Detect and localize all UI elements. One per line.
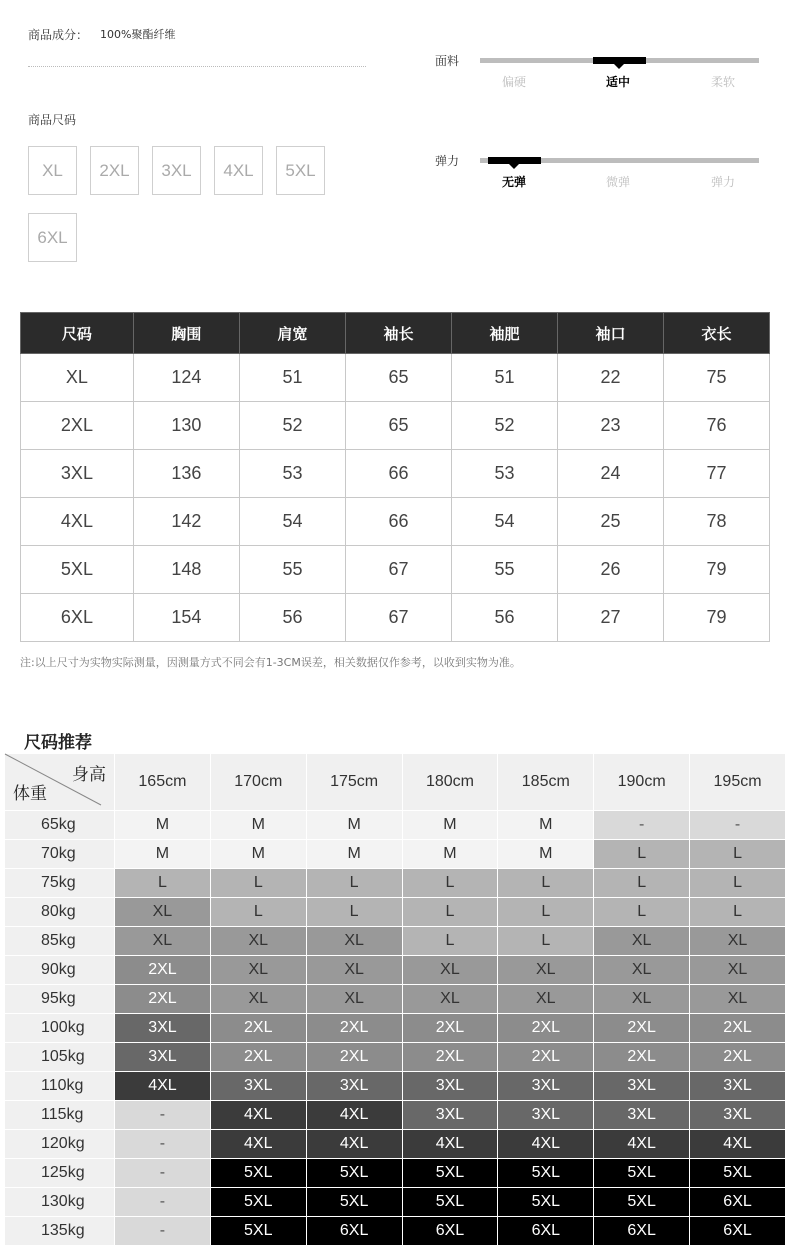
weight-cell: 70kg xyxy=(5,840,115,869)
recommend-size-cell: XL xyxy=(402,985,498,1014)
recommend-size-cell: 3XL xyxy=(210,1072,306,1101)
recommend-size-cell: L xyxy=(594,898,690,927)
recommend-size-cell: 6XL xyxy=(690,1217,786,1246)
height-header: 175cm xyxy=(306,754,402,811)
measurement-cell: 52 xyxy=(451,402,557,450)
recommend-size-cell: L xyxy=(115,869,211,898)
recommend-size-cell: 3XL xyxy=(306,1072,402,1101)
recommend-row xyxy=(5,840,786,869)
recommend-size-cell: M xyxy=(306,811,402,840)
recommend-size-cell: L xyxy=(690,898,786,927)
size-option-2xl[interactable]: 2XL xyxy=(90,146,139,195)
measurement-cell: 54 xyxy=(451,498,557,546)
recommend-size-cell: XL xyxy=(115,927,211,956)
measurement-cell: 66 xyxy=(345,450,451,498)
recommend-row xyxy=(5,1188,786,1217)
recommend-size-cell: 5XL xyxy=(594,1188,690,1217)
recommend-size-cell: 4XL xyxy=(306,1101,402,1130)
height-header: 165cm xyxy=(115,754,211,811)
measurement-cell: 3XL xyxy=(21,450,134,498)
recommend-size-cell: 6XL xyxy=(498,1217,594,1246)
recommend-size-cell: M xyxy=(210,840,306,869)
recommend-size-cell: XL xyxy=(594,985,690,1014)
weight-cell: 110kg xyxy=(5,1072,115,1101)
measurement-cell: 51 xyxy=(239,354,345,402)
fabric-option-soft: 柔软 xyxy=(710,75,735,89)
height-header: 180cm xyxy=(402,754,498,811)
recommend-size-cell: 2XL xyxy=(690,1043,786,1072)
recommend-size-cell: XL xyxy=(210,927,306,956)
recommend-size-cell: 2XL xyxy=(306,1014,402,1043)
recommend-size-cell: M xyxy=(402,811,498,840)
recommend-size-cell: 2XL xyxy=(115,985,211,1014)
recommend-row xyxy=(5,1072,786,1101)
measurement-cell: 27 xyxy=(557,594,663,642)
recommend-size-cell: 5XL xyxy=(594,1159,690,1188)
recommend-size-cell: M xyxy=(498,811,594,840)
fabric-pointer-icon xyxy=(613,63,625,69)
recommend-size-cell: 2XL xyxy=(306,1043,402,1072)
recommend-size-cell: L xyxy=(498,869,594,898)
recommend-size-cell: M xyxy=(402,840,498,869)
recommend-size-cell: 2XL xyxy=(498,1043,594,1072)
recommend-size-cell: 4XL xyxy=(210,1130,306,1159)
measurement-cell: 142 xyxy=(133,498,239,546)
size-section-label: 商品尺码 xyxy=(28,113,77,127)
measurement-cell: 51 xyxy=(451,354,557,402)
size-option-5xl[interactable]: 5XL xyxy=(276,146,325,195)
recommend-row xyxy=(5,1217,786,1246)
weight-cell: 85kg xyxy=(5,927,115,956)
recommend-size-cell: 2XL xyxy=(402,1014,498,1043)
elastic-label: 弹力 xyxy=(435,154,460,168)
recommend-size-cell: L xyxy=(306,869,402,898)
recommend-size-cell: 2XL xyxy=(594,1014,690,1043)
recommend-row xyxy=(5,956,786,985)
recommend-size-cell: L xyxy=(690,869,786,898)
recommend-size-cell: M xyxy=(115,811,211,840)
measurement-row xyxy=(21,450,770,498)
composition-value: 100%聚酯纤维 xyxy=(100,28,176,41)
recommend-size-cell: 5XL xyxy=(402,1159,498,1188)
height-axis-label: 身高 xyxy=(72,765,106,785)
weight-cell: 130kg xyxy=(5,1188,115,1217)
recommend-size-cell: 2XL xyxy=(498,1014,594,1043)
height-header: 190cm xyxy=(594,754,690,811)
measurement-cell: 65 xyxy=(345,354,451,402)
measurement-row xyxy=(21,354,770,402)
size-option-3xl[interactable]: 3XL xyxy=(152,146,201,195)
measurement-cell: 23 xyxy=(557,402,663,450)
weight-cell: 95kg xyxy=(5,985,115,1014)
recommend-size-cell: XL xyxy=(210,985,306,1014)
recommend-size-cell: 2XL xyxy=(210,1043,306,1072)
recommend-size-cell: 4XL xyxy=(594,1130,690,1159)
recommend-size-cell: L xyxy=(210,898,306,927)
recommend-size-cell: 2XL xyxy=(402,1043,498,1072)
elastic-option-none: 无弹 xyxy=(501,175,526,189)
recommend-size-cell: 3XL xyxy=(690,1072,786,1101)
weight-cell: 80kg xyxy=(5,898,115,927)
recommend-size-cell: 2XL xyxy=(594,1043,690,1072)
recommend-size-cell: - xyxy=(594,811,690,840)
measurement-note: 注:以上尺寸为实物实际测量，因测量方式不同会有1-3CM误差，相关数据仅作参考，以收到实物为准。 xyxy=(20,656,521,669)
recommend-size-cell: 5XL xyxy=(402,1188,498,1217)
measurement-cell: 4XL xyxy=(21,498,134,546)
recommend-size-cell: 4XL xyxy=(115,1072,211,1101)
recommend-size-cell: 3XL xyxy=(115,1043,211,1072)
height-header: 195cm xyxy=(690,754,786,811)
measurement-cell: 148 xyxy=(133,546,239,594)
recommend-size-cell: 4XL xyxy=(306,1130,402,1159)
measurement-cell: 55 xyxy=(451,546,557,594)
measurement-cell: 56 xyxy=(451,594,557,642)
recommend-size-cell: 3XL xyxy=(402,1072,498,1101)
measurement-cell: 25 xyxy=(557,498,663,546)
fabric-label: 面料 xyxy=(435,54,460,68)
measurement-cell: 124 xyxy=(133,354,239,402)
recommend-size-cell: XL xyxy=(690,985,786,1014)
recommend-size-cell: 5XL xyxy=(210,1188,306,1217)
recommend-size-cell: 3XL xyxy=(498,1072,594,1101)
composition-divider xyxy=(28,66,366,67)
recommend-size-cell: 4XL xyxy=(402,1130,498,1159)
weight-cell: 135kg xyxy=(5,1217,115,1246)
recommend-size-cell: XL xyxy=(306,927,402,956)
recommend-size-cell: 3XL xyxy=(402,1101,498,1130)
recommend-size-cell: 3XL xyxy=(115,1014,211,1043)
measurement-table xyxy=(20,312,770,642)
recommend-size-cell: L xyxy=(210,869,306,898)
recommend-size-cell: L xyxy=(594,840,690,869)
recommend-size-cell: 6XL xyxy=(594,1217,690,1246)
weight-cell: 65kg xyxy=(5,811,115,840)
measurement-row xyxy=(21,498,770,546)
measurement-row xyxy=(21,594,770,642)
recommend-header-row xyxy=(5,754,786,811)
recommend-size-cell: 5XL xyxy=(210,1159,306,1188)
header-cuff: 袖口 xyxy=(557,313,663,354)
recommend-row xyxy=(5,1014,786,1043)
height-header: 170cm xyxy=(210,754,306,811)
recommend-corner xyxy=(5,754,115,811)
elastic-option-stretch: 弹力 xyxy=(710,175,735,189)
height-header: 185cm xyxy=(498,754,594,811)
measurement-header-row xyxy=(21,313,770,354)
recommend-size-cell: XL xyxy=(306,985,402,1014)
recommend-size-cell: XL xyxy=(594,927,690,956)
weight-cell: 120kg xyxy=(5,1130,115,1159)
recommend-title: 尺码推荐 xyxy=(24,733,92,753)
recommend-size-cell: 5XL xyxy=(498,1159,594,1188)
fabric-option-medium: 适中 xyxy=(605,75,630,89)
recommend-size-cell: 2XL xyxy=(115,956,211,985)
elastic-pointer-icon xyxy=(508,163,520,169)
measurement-cell: 6XL xyxy=(21,594,134,642)
recommend-size-cell: XL xyxy=(690,956,786,985)
recommend-size-cell: 5XL xyxy=(690,1159,786,1188)
header-chest: 胸围 xyxy=(133,313,239,354)
recommend-row xyxy=(5,985,786,1014)
measurement-cell: 5XL xyxy=(21,546,134,594)
measurement-cell: 56 xyxy=(239,594,345,642)
recommend-row xyxy=(5,811,786,840)
recommend-size-cell: - xyxy=(115,1188,211,1217)
weight-cell: 90kg xyxy=(5,956,115,985)
recommend-size-cell: - xyxy=(115,1130,211,1159)
measurement-cell: 2XL xyxy=(21,402,134,450)
recommend-size-cell: - xyxy=(115,1101,211,1130)
recommend-size-cell: 6XL xyxy=(402,1217,498,1246)
weight-axis-label: 体重 xyxy=(13,784,47,804)
recommend-size-cell: 5XL xyxy=(498,1188,594,1217)
size-option-4xl[interactable]: 4XL xyxy=(214,146,263,195)
measurement-cell: 24 xyxy=(557,450,663,498)
recommend-size-cell: - xyxy=(690,811,786,840)
recommend-row xyxy=(5,1159,786,1188)
recommend-size-cell: 2XL xyxy=(210,1014,306,1043)
measurement-cell: 79 xyxy=(663,594,769,642)
recommend-size-cell: XL xyxy=(115,898,211,927)
measurement-cell: 26 xyxy=(557,546,663,594)
recommend-size-cell: L xyxy=(402,898,498,927)
weight-cell: 100kg xyxy=(5,1014,115,1043)
measurement-cell: 79 xyxy=(663,546,769,594)
recommend-row xyxy=(5,1101,786,1130)
composition-label: 商品成分： xyxy=(28,28,89,42)
weight-cell: 105kg xyxy=(5,1043,115,1072)
weight-cell: 115kg xyxy=(5,1101,115,1130)
recommend-size-cell: 6XL xyxy=(306,1217,402,1246)
recommend-size-cell: XL xyxy=(498,956,594,985)
measurement-cell: 54 xyxy=(239,498,345,546)
measurement-cell: 55 xyxy=(239,546,345,594)
header-shoulder: 肩宽 xyxy=(239,313,345,354)
recommend-size-cell: 3XL xyxy=(498,1101,594,1130)
size-option-6xl[interactable]: 6XL xyxy=(28,213,77,262)
weight-cell: 125kg xyxy=(5,1159,115,1188)
recommend-size-cell: XL xyxy=(210,956,306,985)
recommend-size-cell: 3XL xyxy=(594,1101,690,1130)
recommend-size-cell: L xyxy=(402,869,498,898)
measurement-cell: 78 xyxy=(663,498,769,546)
measurement-cell: XL xyxy=(21,354,134,402)
recommend-size-cell: XL xyxy=(498,985,594,1014)
recommend-size-cell: XL xyxy=(402,956,498,985)
recommend-row xyxy=(5,1130,786,1159)
measurement-cell: 67 xyxy=(345,594,451,642)
measurement-cell: 65 xyxy=(345,402,451,450)
size-option-xl[interactable]: XL xyxy=(28,146,77,195)
recommend-size-cell: M xyxy=(306,840,402,869)
header-size: 尺码 xyxy=(21,313,134,354)
recommend-size-cell: 4XL xyxy=(210,1101,306,1130)
recommend-size-cell: M xyxy=(498,840,594,869)
recommend-size-cell: L xyxy=(594,869,690,898)
header-sleeve-width: 袖肥 xyxy=(451,313,557,354)
recommend-size-cell: 5XL xyxy=(210,1217,306,1246)
elastic-option-slight: 微弹 xyxy=(605,175,630,189)
measurement-row xyxy=(21,402,770,450)
recommend-size-cell: 3XL xyxy=(690,1101,786,1130)
recommend-row xyxy=(5,1043,786,1072)
recommend-size-cell: 3XL xyxy=(594,1072,690,1101)
recommend-size-cell: 5XL xyxy=(306,1159,402,1188)
measurement-cell: 130 xyxy=(133,402,239,450)
recommend-size-cell: - xyxy=(115,1159,211,1188)
recommend-size-cell: L xyxy=(306,898,402,927)
recommend-row xyxy=(5,869,786,898)
measurement-cell: 76 xyxy=(663,402,769,450)
recommend-size-cell: XL xyxy=(306,956,402,985)
measurement-cell: 77 xyxy=(663,450,769,498)
recommend-size-cell: L xyxy=(690,840,786,869)
measurement-cell: 154 xyxy=(133,594,239,642)
recommend-size-cell: M xyxy=(210,811,306,840)
measurement-cell: 136 xyxy=(133,450,239,498)
weight-cell: 75kg xyxy=(5,869,115,898)
recommend-size-cell: L xyxy=(498,927,594,956)
recommend-size-cell: XL xyxy=(594,956,690,985)
recommend-size-cell: L xyxy=(498,898,594,927)
recommend-row xyxy=(5,927,786,956)
recommend-size-cell: 2XL xyxy=(690,1014,786,1043)
recommend-size-cell: XL xyxy=(690,927,786,956)
fabric-option-hard: 偏硬 xyxy=(501,75,526,89)
measurement-cell: 67 xyxy=(345,546,451,594)
measurement-cell: 75 xyxy=(663,354,769,402)
recommend-size-cell: 4XL xyxy=(498,1130,594,1159)
recommend-size-cell: L xyxy=(402,927,498,956)
recommend-size-cell: 6XL xyxy=(690,1188,786,1217)
header-length: 衣长 xyxy=(663,313,769,354)
header-sleeve-length: 袖长 xyxy=(345,313,451,354)
measurement-cell: 22 xyxy=(557,354,663,402)
recommend-row xyxy=(5,898,786,927)
recommend-size-cell: M xyxy=(115,840,211,869)
measurement-row xyxy=(21,546,770,594)
measurement-cell: 66 xyxy=(345,498,451,546)
measurement-cell: 53 xyxy=(451,450,557,498)
measurement-cell: 52 xyxy=(239,402,345,450)
recommend-size-cell: 5XL xyxy=(306,1188,402,1217)
recommend-size-cell: 4XL xyxy=(690,1130,786,1159)
recommend-table xyxy=(4,753,786,1246)
recommend-size-cell: - xyxy=(115,1217,211,1246)
measurement-cell: 53 xyxy=(239,450,345,498)
